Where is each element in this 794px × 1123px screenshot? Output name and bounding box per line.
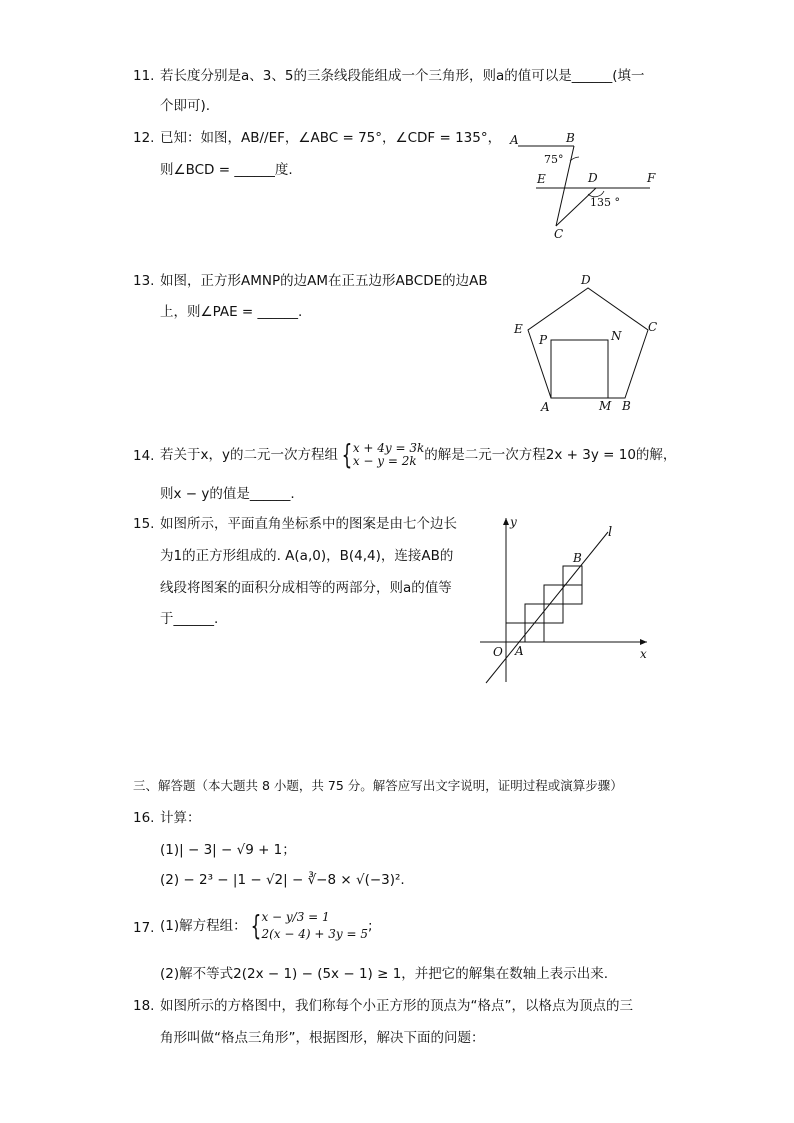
q14-system bbox=[353, 442, 424, 468]
q18-number: 18. bbox=[133, 998, 155, 1014]
q17-part1 bbox=[160, 906, 373, 946]
q15-number: 15. bbox=[133, 516, 155, 532]
q13-label-C: C bbox=[648, 320, 658, 334]
q15-figure bbox=[472, 512, 662, 687]
q13-figure bbox=[505, 268, 670, 418]
q12-label-A: A bbox=[510, 133, 519, 147]
q13-text-line1: 如图，正方形AMNP的边AM在正五边形ABCDE的边AB bbox=[160, 273, 488, 289]
q15-label-A: A bbox=[515, 644, 524, 658]
q14-eq2: x − y = 2k bbox=[352, 454, 417, 468]
q13-label-M: M bbox=[599, 399, 612, 413]
q14-eq1: x + 4y = 3k bbox=[352, 441, 425, 455]
q15-label-B: B bbox=[573, 551, 582, 565]
q15-label-l: l bbox=[608, 525, 613, 540]
q13-label-D: D bbox=[581, 273, 591, 287]
q16-part1: (1)| − 3| − √9 + 1； bbox=[160, 842, 296, 858]
q14-number: 14. bbox=[133, 448, 155, 464]
q11-text-line1: 若长度分别是a、3、5的三条线段能组成一个三角形，则a的值可以是______(填一 bbox=[160, 68, 645, 84]
q17-number: 17. bbox=[133, 920, 155, 936]
q12-text-line2: 则∠BCD = ______度. bbox=[160, 162, 293, 178]
q13-label-P: P bbox=[539, 333, 548, 347]
q14-text-line2: 则x − y的值是______. bbox=[160, 486, 295, 502]
q17-pre: (1)解方程组： bbox=[160, 918, 247, 934]
q17-system bbox=[261, 909, 368, 943]
q18-text-line2: 角形叫做“格点三角形”，根据图形，解决下面的问题： bbox=[160, 1030, 485, 1046]
q12-label-C: C bbox=[554, 227, 564, 241]
q12-number: 12. bbox=[133, 130, 155, 146]
q14-text-line1 bbox=[160, 438, 676, 472]
q13-label-A: A bbox=[541, 400, 550, 414]
q16-title: 计算： bbox=[160, 810, 201, 826]
q13-label-N: N bbox=[611, 329, 622, 343]
q12-label-D: D bbox=[588, 171, 598, 185]
q14-post: 的解是二元一次方程2x + 3y = 10的解， bbox=[424, 447, 677, 463]
q15-text-line4: 于______. bbox=[160, 611, 219, 627]
q16-number: 16. bbox=[133, 810, 155, 826]
q12-label-E: E bbox=[537, 172, 546, 186]
q18-text-line1: 如图所示的方格图中，我们称每个小正方形的顶点为“格点”，以格点为顶点的三 bbox=[160, 998, 633, 1014]
q15-label-y: y bbox=[510, 515, 517, 529]
q12-text-line1: 已知：如图，AB//EF，∠ABC = 75°，∠CDF = 135°， bbox=[160, 130, 502, 146]
q13-label-E: E bbox=[514, 322, 523, 336]
q15-label-O: O bbox=[493, 645, 503, 659]
q14-pre: 若关于x，y的二元一次方程组 bbox=[160, 447, 338, 463]
q11-text-line2: 个即可). bbox=[160, 98, 211, 114]
q12-angle-135: 135 ° bbox=[590, 196, 620, 209]
q12-label-B: B bbox=[566, 131, 575, 145]
q15-text-line2: 为1的正方形组成的. A(a,0)，B(4,4)，连接AB的 bbox=[160, 548, 454, 564]
q17-brace: { bbox=[250, 909, 261, 942]
q12-angle-75: 75° bbox=[544, 153, 564, 166]
q11-number: 11. bbox=[133, 68, 155, 84]
q13-text-line2: 上，则∠PAE = ______. bbox=[160, 304, 303, 320]
q15-text-line1: 如图所示，平面直角坐标系中的图案是由七个边长 bbox=[160, 516, 457, 532]
q17-eq1: x − y/3 = 1 bbox=[261, 910, 330, 924]
q16-part2: (2) − 2³ − |1 − √2| − ∛−8 × √(−3)². bbox=[160, 872, 405, 888]
q13-number: 13. bbox=[133, 273, 155, 289]
section3-title: 三、解答题（本大题共 8 小题，共 75 分。解答应写出文字说明，证明过程或演算步骤） bbox=[133, 778, 623, 793]
q15-label-x: x bbox=[640, 647, 647, 661]
q17-eq2: 2(x − 4) + 3y = 5 bbox=[261, 927, 368, 941]
q17-semicolon: ; bbox=[367, 918, 373, 934]
q12-label-F: F bbox=[647, 171, 656, 185]
q15-text-line3: 线段将图案的面积分成相等的两部分，则a的值等 bbox=[160, 580, 452, 596]
q14-brace: { bbox=[341, 438, 353, 471]
q17-part2: (2)解不等式2(2x − 1) − (5x − 1) ≥ 1，并把它的解集在数轴上表示出来. bbox=[160, 966, 609, 982]
q13-label-B: B bbox=[622, 399, 631, 413]
q12-figure bbox=[500, 128, 670, 243]
